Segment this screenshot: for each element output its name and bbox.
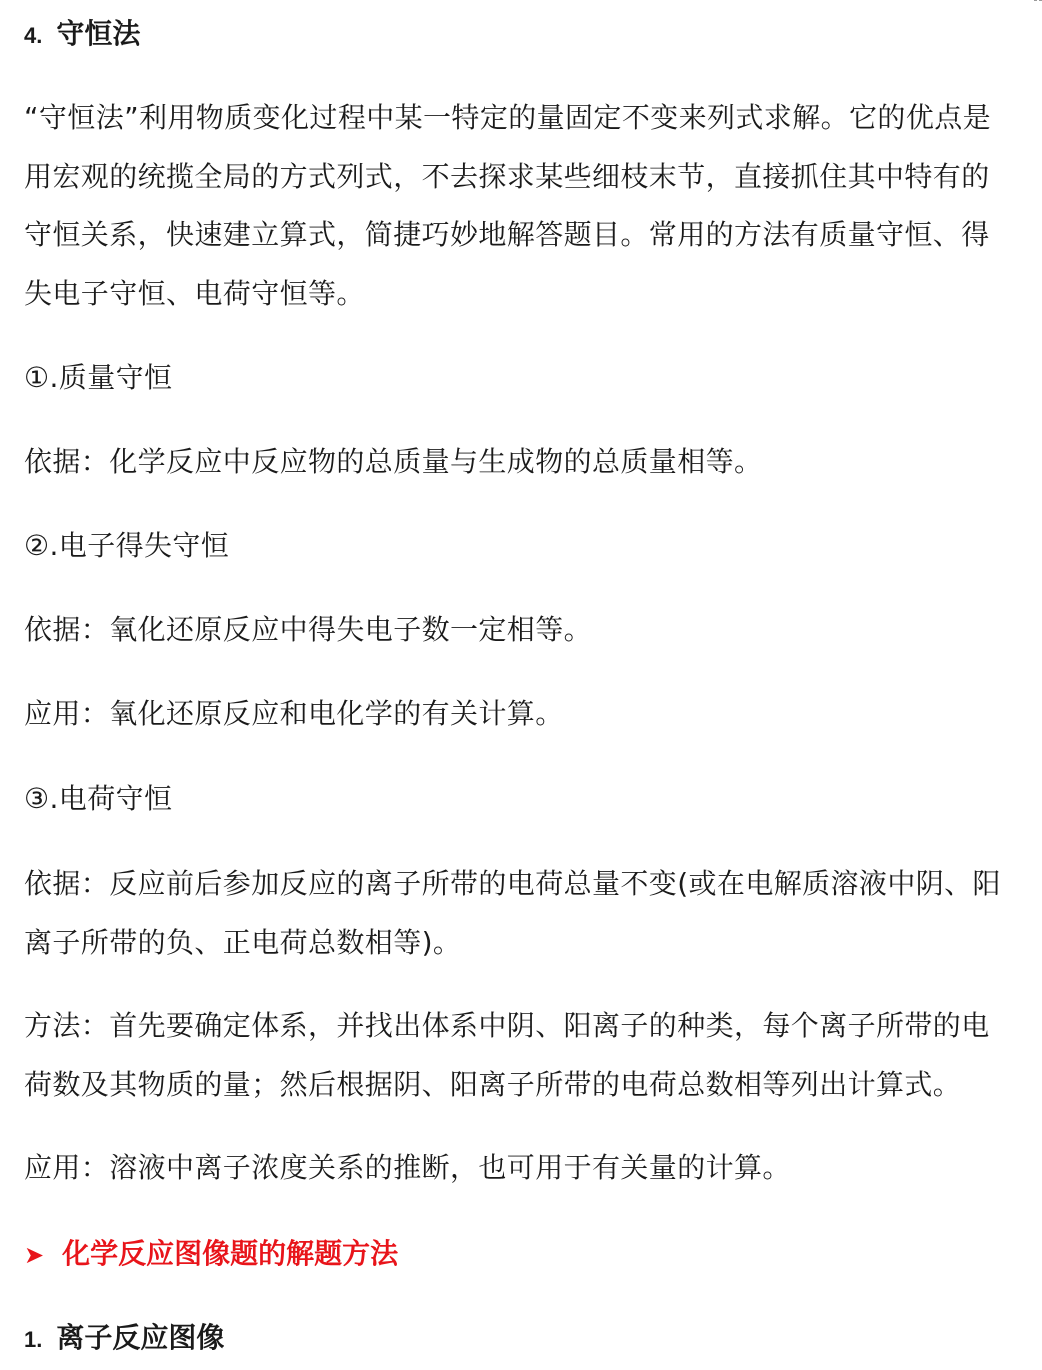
heading-title: 离子反应图像 bbox=[56, 1321, 225, 1354]
section-title-graph-problems bbox=[24, 1234, 398, 1275]
intro-paragraph: “守恒法”利用物质变化过程中某一特定的量固定不变来列式求解。它的优点是用宏观的统揽全局的方式列式，不去探求某些细枝末节，直接抓住其中特有的守恒关系，快速建立算式，简捷巧妙地解答题目。常用的方法有质量守恒、得失电子守恒、电荷守恒等。 bbox=[24, 101, 992, 310]
electron-conservation-application: 应用：氧化还原反应和电化学的有关计算。 bbox=[24, 697, 564, 730]
mass-conservation-title: ①.质量守恒 bbox=[24, 361, 173, 394]
electron-conservation-title: ②.电子得失守恒 bbox=[24, 529, 230, 562]
charge-conservation-title: ③.电荷守恒 bbox=[24, 782, 173, 815]
charge-conservation-basis: 依据：反应前后参加反应的离子所带的电荷总量不变(或在电解质溶液中阴、阳离子所带的负、正电荷总数相等)。 bbox=[24, 867, 1001, 959]
heading-ion-reaction-graph bbox=[24, 1318, 224, 1360]
mass-conservation-basis: 依据：化学反应中反应物的总质量与生成物的总质量相等。 bbox=[24, 445, 763, 478]
page-edge-marker bbox=[1034, 0, 1042, 5]
charge-conservation-application: 应用：溶液中离子浓度关系的推断，也可用于有关量的计算。 bbox=[24, 1151, 791, 1184]
heading-number: 4. bbox=[24, 23, 43, 48]
charge-conservation-method: 方法：首先要确定体系，并找出体系中阴、阳离子的种类，每个离子所带的电荷数及其物质的量；然后根据阴、阳离子所带的电荷总数相等列出计算式。 bbox=[24, 1009, 990, 1101]
heading-number: 1. bbox=[24, 1327, 43, 1352]
electron-conservation-basis: 依据：氧化还原反应中得失电子数一定相等。 bbox=[24, 613, 593, 646]
section-title-text: 化学反应图像题的解题方法 bbox=[62, 1237, 399, 1270]
arrow-bullet-icon: ➤ bbox=[24, 1241, 45, 1269]
heading-title: 守恒法 bbox=[56, 17, 141, 50]
heading-conservation-method bbox=[24, 14, 140, 56]
